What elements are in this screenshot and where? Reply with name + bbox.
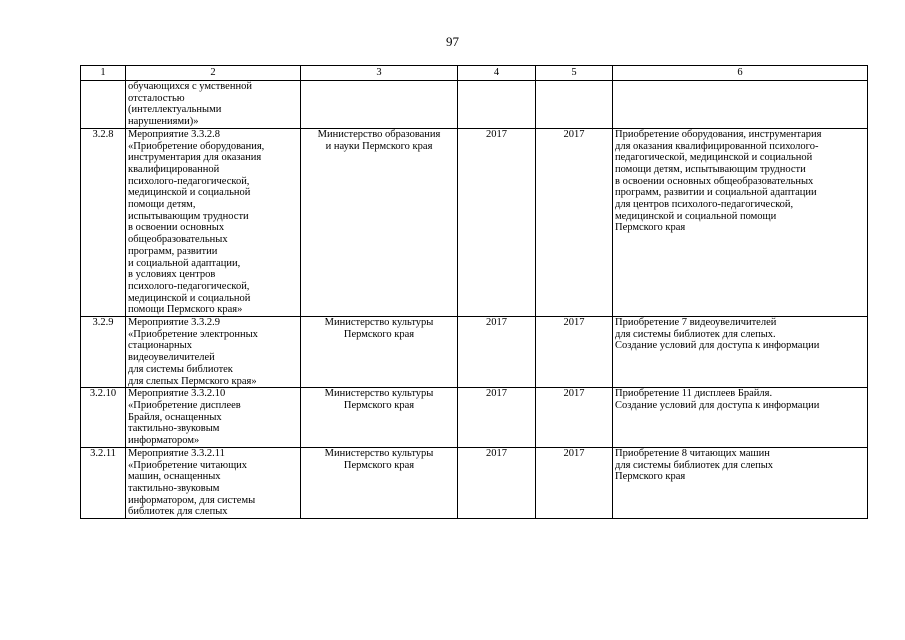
text-line: Создание условий для доступа к информации bbox=[615, 399, 820, 411]
text-line: «Приобретение читающих bbox=[128, 459, 248, 471]
end-year-cell: 2017 bbox=[536, 128, 613, 316]
text-line: Министерство культуры bbox=[324, 447, 434, 459]
text-line: в освоении основных общеобразовательных bbox=[615, 175, 814, 187]
table-row bbox=[81, 447, 868, 518]
text-line: медицинской и социальной bbox=[128, 292, 251, 304]
text-line: Создание условий для доступа к информации bbox=[615, 340, 820, 352]
text-line: Мероприятие 3.3.2.9 bbox=[128, 317, 221, 329]
text-line: педагогической, медицинской и социальной bbox=[615, 152, 813, 164]
text-line: «Приобретение дисплеев bbox=[128, 399, 241, 411]
text-line: Пермского края bbox=[343, 459, 415, 471]
text-line: помощи детям, испытывающим трудности bbox=[615, 163, 806, 175]
row-number-cell bbox=[81, 81, 126, 129]
text-line: стационарных bbox=[128, 340, 192, 352]
page-number: 97 bbox=[446, 34, 459, 49]
end-year-cell: 2017 bbox=[536, 447, 613, 518]
result-cell bbox=[613, 317, 868, 388]
text-line: Министерство культуры bbox=[324, 317, 434, 329]
executor-cell bbox=[301, 317, 458, 388]
result-cell bbox=[613, 128, 868, 316]
event-cell bbox=[126, 447, 301, 518]
text-line: помощи Пермского края» bbox=[128, 304, 243, 316]
table-row bbox=[81, 317, 868, 388]
result-cell bbox=[613, 447, 868, 518]
text-line: библиотек для слепых bbox=[128, 506, 228, 518]
start-year-cell bbox=[458, 81, 536, 129]
text-line: инструментария для оказания bbox=[128, 152, 262, 164]
text-line: для системы библиотек bbox=[128, 363, 233, 375]
table-row bbox=[81, 388, 868, 448]
text-line: Мероприятие 3.3.2.10 bbox=[128, 388, 226, 400]
end-year-cell: 2017 bbox=[536, 388, 613, 448]
text-line: нарушениями)» bbox=[128, 116, 199, 128]
text-line: видеоувеличителей bbox=[128, 352, 215, 364]
text-line: Министерство культуры bbox=[324, 388, 434, 400]
end-year-cell: 2017 bbox=[536, 317, 613, 388]
text-line: тактильно-звуковым bbox=[128, 423, 220, 435]
start-year-cell: 2017 bbox=[458, 317, 536, 388]
text-line: медицинской и социальной bbox=[128, 187, 251, 199]
end-year-cell bbox=[536, 81, 613, 129]
executor-cell bbox=[301, 388, 458, 448]
row-number-cell: 3.2.10 bbox=[81, 388, 126, 448]
text-line: Пермского края bbox=[615, 471, 686, 483]
measures-table bbox=[80, 65, 868, 519]
text-line: для оказания квалифицированной психолого- bbox=[615, 140, 819, 152]
start-year-cell: 2017 bbox=[458, 447, 536, 518]
result-cell bbox=[613, 81, 868, 129]
header-cell: 1 bbox=[81, 66, 126, 81]
text-line: и социальной адаптации, bbox=[128, 257, 241, 269]
table-row bbox=[81, 81, 868, 129]
start-year-cell: 2017 bbox=[458, 128, 536, 316]
text-line: программ, развитии bbox=[128, 245, 218, 257]
executor-cell bbox=[301, 447, 458, 518]
text-line: общеобразовательных bbox=[128, 234, 228, 246]
header-cell: 2 bbox=[126, 66, 301, 81]
table-row bbox=[81, 128, 868, 316]
text-line: испытывающим трудности bbox=[128, 210, 249, 222]
table-header-row bbox=[81, 66, 868, 81]
text-line: в условиях центров bbox=[128, 269, 216, 281]
text-line: отсталостью bbox=[128, 92, 185, 104]
text-line: квалифицированной bbox=[128, 163, 220, 175]
text-line: Министерство образования bbox=[317, 128, 441, 140]
text-line: (интеллектуальными bbox=[128, 104, 222, 116]
header-cell: 3 bbox=[301, 66, 458, 81]
text-line: Приобретение 7 видеоувеличителей bbox=[615, 317, 777, 329]
text-line: для системы библиотек для слепых bbox=[615, 459, 774, 471]
text-line: тактильно-звуковым bbox=[128, 482, 220, 494]
text-line: машин, оснащенных bbox=[128, 471, 221, 483]
text-line: Приобретение 8 читающих машин bbox=[615, 447, 770, 459]
text-line: Приобретение 11 дисплеев Брайля. bbox=[615, 388, 773, 400]
text-line: Пермского края bbox=[343, 399, 415, 411]
text-line: психолого-педагогической, bbox=[128, 280, 250, 292]
header-cell: 5 bbox=[536, 66, 613, 81]
event-cell bbox=[126, 317, 301, 388]
header-cell: 6 bbox=[613, 66, 868, 81]
text-line: Пермского края bbox=[615, 222, 686, 234]
text-line: информатором» bbox=[128, 435, 200, 447]
text-line: Брайля, оснащенных bbox=[128, 411, 222, 423]
row-number-cell: 3.2.11 bbox=[81, 447, 126, 518]
result-cell bbox=[613, 388, 868, 448]
text-line: программ, развитии и социальной адаптации bbox=[615, 187, 817, 199]
table-body bbox=[81, 66, 868, 519]
text-line: информатором, для системы bbox=[128, 494, 256, 506]
text-line: медицинской и социальной помощи bbox=[615, 210, 777, 222]
text-line: Пермского края bbox=[343, 328, 415, 340]
text-line: обучающихся с умственной bbox=[128, 81, 252, 92]
text-line: и науки Пермского края bbox=[325, 140, 433, 152]
text-line: для системы библиотек для слепых. bbox=[615, 328, 776, 340]
event-cell bbox=[126, 388, 301, 448]
text-line: Мероприятие 3.3.2.11 bbox=[128, 447, 225, 459]
text-line: для слепых Пермского края» bbox=[128, 375, 257, 387]
start-year-cell: 2017 bbox=[458, 388, 536, 448]
event-cell bbox=[126, 128, 301, 316]
executor-cell bbox=[301, 128, 458, 316]
text-line: в освоении основных bbox=[128, 222, 225, 234]
text-line: помощи детям, bbox=[128, 199, 196, 211]
text-line: Мероприятие 3.3.2.8 bbox=[128, 128, 221, 140]
text-line: «Приобретение оборудования, bbox=[128, 140, 265, 152]
row-number-cell: 3.2.8 bbox=[81, 128, 126, 316]
header-cell: 4 bbox=[458, 66, 536, 81]
event-cell bbox=[126, 81, 301, 129]
row-number-cell: 3.2.9 bbox=[81, 317, 126, 388]
text-line: Приобретение оборудования, инструментария bbox=[615, 128, 822, 140]
text-line: «Приобретение электронных bbox=[128, 328, 258, 340]
text-line: психолого-педагогической, bbox=[128, 175, 250, 187]
executor-cell bbox=[301, 81, 458, 129]
text-line: для центров психолого-педагогической, bbox=[615, 199, 794, 211]
